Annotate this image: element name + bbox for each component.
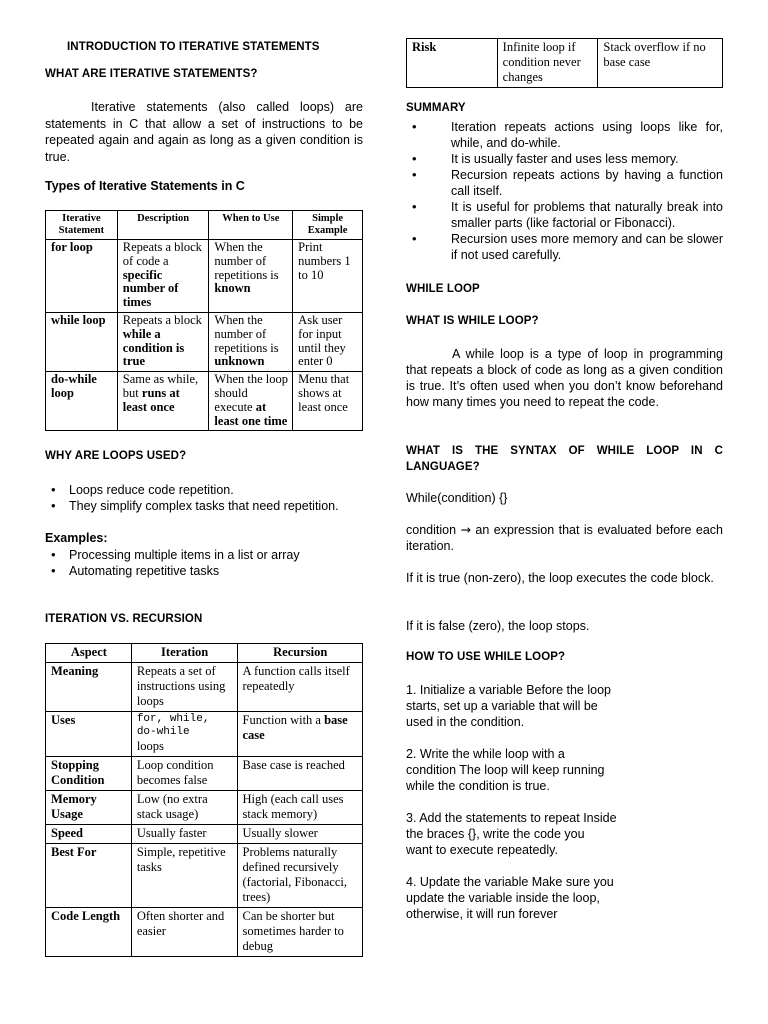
table-cell: Usually faster xyxy=(131,825,237,844)
how-to-use-heading: HOW TO USE WHILE LOOP? xyxy=(406,651,566,663)
true-paragraph: If it is true (non-zero), the loop executes the code block. xyxy=(406,571,714,585)
table-cell: while loop xyxy=(46,312,118,371)
table-header: Description xyxy=(117,211,209,240)
table-cell: Usually slower xyxy=(237,825,363,844)
code-keywords: for, while, do-while xyxy=(136,713,210,738)
table-cell: for loop xyxy=(46,240,118,313)
iteration-recursion-table xyxy=(45,643,363,957)
table-cell: Stack overflow if no base case xyxy=(598,39,723,88)
table-cell: Problems naturally defined recursively (factorial, Fibonacci, trees) xyxy=(237,844,363,908)
list-item: • Processing multiple items in a list or array xyxy=(45,547,363,563)
table-cell: Function with a base case xyxy=(237,712,363,757)
table-cell: Speed xyxy=(46,825,132,844)
types-table-header xyxy=(46,211,363,240)
ivr-table-header xyxy=(46,644,363,663)
table-cell: Menu that shows at least once xyxy=(293,372,363,431)
page-title: INTRODUCTION TO ITERATIVE STATEMENTS xyxy=(67,41,320,53)
table-cell: Memory Usage xyxy=(46,791,132,825)
syntax-heading: WHAT IS THE SYNTAX OF WHILE LOOP IN C LANGUAGE? xyxy=(406,445,723,473)
table-header: Aspect xyxy=(46,644,132,663)
table-row xyxy=(46,712,363,757)
types-heading: Types of Iterative Statements in C xyxy=(45,179,245,193)
table-header: When to Use xyxy=(209,211,293,240)
intro-paragraph: Iterative statements (also called loops) are statements in C that allow a set of instructions to be repeated again and again as long as a given condition is true. xyxy=(45,100,363,164)
list-item: • Iteration repeats actions using loops like for, while, and do-while. xyxy=(406,119,723,151)
table-cell: When the number of repetitions is known xyxy=(209,240,293,313)
table-cell: Best For xyxy=(46,844,132,908)
why-bullet-list xyxy=(45,482,363,514)
examples-bullet-list xyxy=(45,547,363,579)
table-cell: Can be shorter but sometimes harder to debug xyxy=(237,908,363,957)
list-item: • They simplify complex tasks that need repetition. xyxy=(45,498,363,514)
table-cell: Simple, repetitive tasks xyxy=(131,844,237,908)
table-row xyxy=(46,663,363,712)
table-header: Recursion xyxy=(237,644,363,663)
section-heading-what: WHAT ARE ITERATIVE STATEMENTS? xyxy=(45,68,258,80)
list-item: • It is usually faster and uses less memory. xyxy=(406,151,723,167)
types-table xyxy=(45,210,363,431)
table-cell: Print numbers 1 to 10 xyxy=(293,240,363,313)
list-item: • Loops reduce code repetition. xyxy=(45,482,363,498)
table-cell: do-while loop xyxy=(46,372,118,431)
list-item: • It is useful for problems that naturally break into smaller parts (like factorial or Fibonacci). xyxy=(406,199,723,231)
table-cell: Ask user for input until they enter 0 xyxy=(293,312,363,371)
table-cell: Uses xyxy=(46,712,132,757)
risk-table-continuation xyxy=(406,38,723,88)
table-cell: Infinite loop if condition never changes xyxy=(497,39,598,88)
table-cell: Repeats a set of instructions using loops xyxy=(131,663,237,712)
table-cell: High (each call uses stack memory) xyxy=(237,791,363,825)
step-2: 2. Write the while loop with a condition The loop will keep running while the condition is true. xyxy=(406,747,605,793)
table-row xyxy=(407,39,723,88)
table-cell: Risk xyxy=(407,39,498,88)
table-cell: A function calls itself repeatedly xyxy=(237,663,363,712)
while-paragraph: A while loop is a type of loop in programming that repeats a block of code as long as a given condition is true. It’s often used when you don’t know beforehand how many times you need to repeat the code. xyxy=(406,347,723,409)
while-loop-heading: WHILE LOOP xyxy=(406,283,480,295)
table-cell: Often shorter and easier xyxy=(131,908,237,957)
list-item: • Recursion uses more memory and can be slower if not used carefully. xyxy=(406,231,723,263)
table-row xyxy=(46,791,363,825)
condition-description: condition → an expression that is evaluated before each iteration. xyxy=(406,522,723,553)
step-1: 1. Initialize a variable Before the loop starts, set up a variable that will be used in the condition. xyxy=(406,683,611,729)
summary-heading: SUMMARY xyxy=(406,102,466,114)
false-paragraph: If it is false (zero), the loop stops. xyxy=(406,619,590,633)
step-4: 4. Update the variable Make sure you update the variable inside the loop, otherwise, it will run forever xyxy=(406,875,614,921)
table-cell: Repeats a block while a condition is true xyxy=(117,312,209,371)
table-cell: Meaning xyxy=(46,663,132,712)
table-header: Iterative Statement xyxy=(46,211,118,240)
table-header: Iteration xyxy=(131,644,237,663)
table-cell: Code Length xyxy=(46,908,132,957)
table-row xyxy=(46,757,363,791)
table-cell: Low (no extra stack usage) xyxy=(131,791,237,825)
what-is-while-heading: WHAT IS WHILE LOOP? xyxy=(406,315,539,327)
table-row xyxy=(46,825,363,844)
table-cell: Same as while, but runs at least once xyxy=(117,372,209,431)
table-header: Simple Example xyxy=(293,211,363,240)
table-row xyxy=(46,240,363,313)
table-cell: Base case is reached xyxy=(237,757,363,791)
table-row xyxy=(46,372,363,431)
list-item: • Automating repetitive tasks xyxy=(45,563,363,579)
list-item: • Recursion repeats actions by having a function call itself. xyxy=(406,167,723,199)
table-cell: Loop condition becomes false xyxy=(131,757,237,791)
section-heading-ivr: ITERATION VS. RECURSION xyxy=(45,613,203,625)
table-cell: for, while, do-while loops xyxy=(131,712,237,757)
table-row xyxy=(46,844,363,908)
section-heading-why: WHY ARE LOOPS USED? xyxy=(45,450,187,462)
right-arrow-icon: → xyxy=(460,522,471,537)
syntax-code: While(condition) {} xyxy=(406,491,508,505)
table-row xyxy=(46,908,363,957)
summary-bullet-list xyxy=(406,119,723,263)
table-cell: Stopping Condition xyxy=(46,757,132,791)
table-cell: When the number of repetitions is unknown xyxy=(209,312,293,371)
table-cell: When the loop should execute at least one time xyxy=(209,372,293,431)
step-3: 3. Add the statements to repeat Inside the braces {}, write the code you want to execute repeatedly. xyxy=(406,811,617,857)
table-row xyxy=(46,312,363,371)
table-cell: Repeats a block of code a specific number of times xyxy=(117,240,209,313)
examples-label: Examples: xyxy=(45,531,108,545)
